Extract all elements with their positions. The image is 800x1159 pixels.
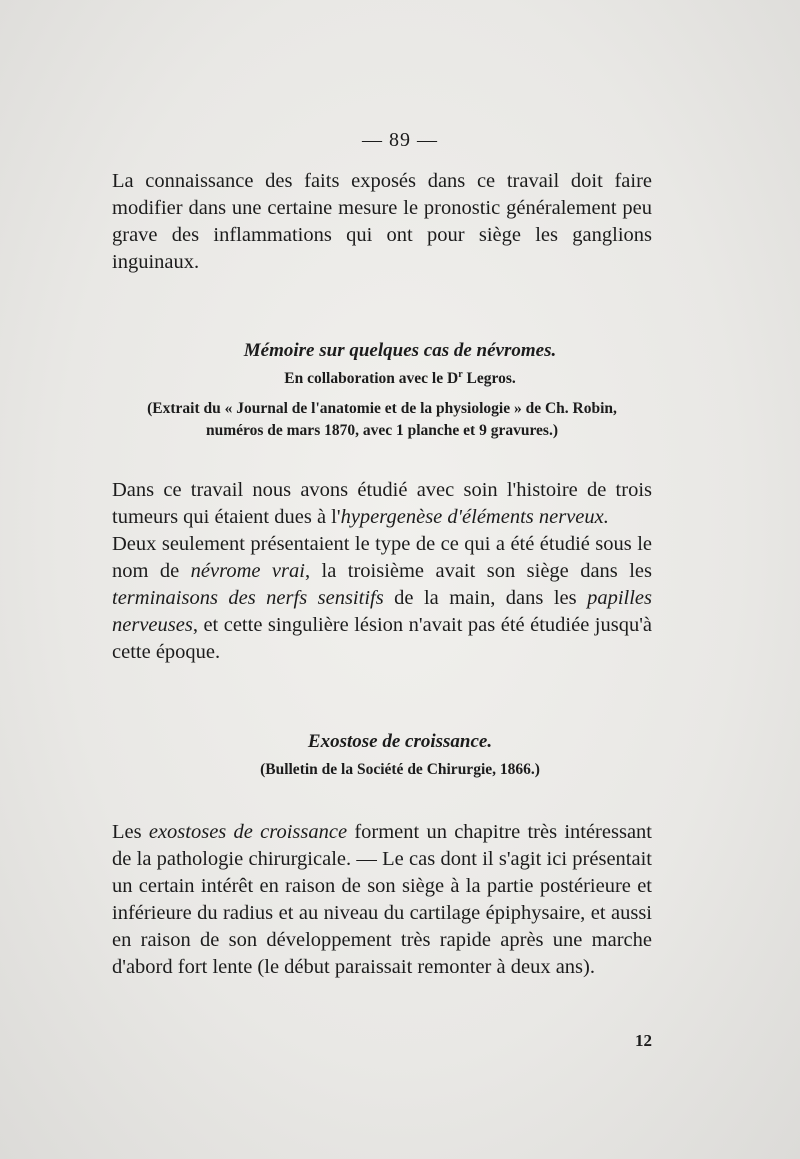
extract-line-1: (Extrait du « Journal de l'anatomie et de la physiologie » de Ch. Robin, [147, 400, 617, 417]
signature-number: 12 [635, 1031, 652, 1050]
intro-paragraph: La connaissance des faits exposés dans ce travail doit faire modifier dans une certaine mesure le pronostic généralement peu grave des inflammations qui ont pour siège les ganglions inguinaux. [112, 170, 652, 273]
s1p2-text-a: Deux seulement présentaient le type de ce qui a été étudié sous le nom de [112, 533, 652, 582]
s2p1-text-b: forment un chapitre très intéressant de la pathologie chirurgicale. — Le cas dont il s'agit ici présentait un certain intérêt en raison de son siège à la partie postérieure et inférieure du radius et au niveau du cartilage épiphysaire, et aussi en raison de son développement très rapide après une marche d'abord fort lente (le début paraissait remonter à deux ans). [112, 821, 652, 978]
s1p2-text-d: , et cette singulière lésion n'avait pas été étudiée jusqu'à cette époque. [112, 614, 652, 663]
section2-source: (Bulletin de la Société de Chirurgie, 1866.) [260, 761, 540, 778]
extract-line-2: numéros de mars 1870, avec 1 planche et 9 gravures.) [205, 422, 558, 439]
s1p1-italic: hypergenèse d'éléments nerveux. [340, 506, 609, 528]
collab-sup: r [458, 369, 463, 380]
s2p1-text-a: Les [112, 821, 149, 843]
section1-paragraph-2 [112, 531, 652, 666]
s1p2-italic-1: névrome vrai [190, 560, 305, 582]
section2-paragraph-1 [112, 819, 652, 981]
collab-suffix: Legros. [462, 370, 516, 388]
section1-title: Mémoire sur quelques cas de névromes. [243, 340, 557, 361]
s1p2-text-c: de la main, dans les [383, 587, 588, 609]
section1-extract [112, 398, 652, 442]
page-number: — 89 — [362, 129, 438, 151]
s1p2-italic-2: terminaisons des nerfs sensitifs [112, 587, 384, 609]
section2-title: Exostose de croissance. [307, 731, 493, 752]
section1-paragraph-1 [112, 477, 652, 531]
s2p1-italic: exostoses de croissance [148, 821, 348, 843]
s1p2-italic-3: papilles nerveuses [112, 587, 652, 636]
section2-body [112, 819, 652, 981]
collab-prefix: En collaboration avec le D [284, 370, 459, 388]
s1p1-text: Dans ce travail nous avons étudié avec soin l'histoire de trois tumeurs qui étaient dues à l' [112, 479, 652, 528]
intro-paragraph-block [112, 168, 652, 276]
section1-body [112, 477, 652, 666]
s1p2-text-b: , la troisième avait son siège dans les [304, 560, 652, 582]
section1-collaboration [0, 369, 800, 388]
